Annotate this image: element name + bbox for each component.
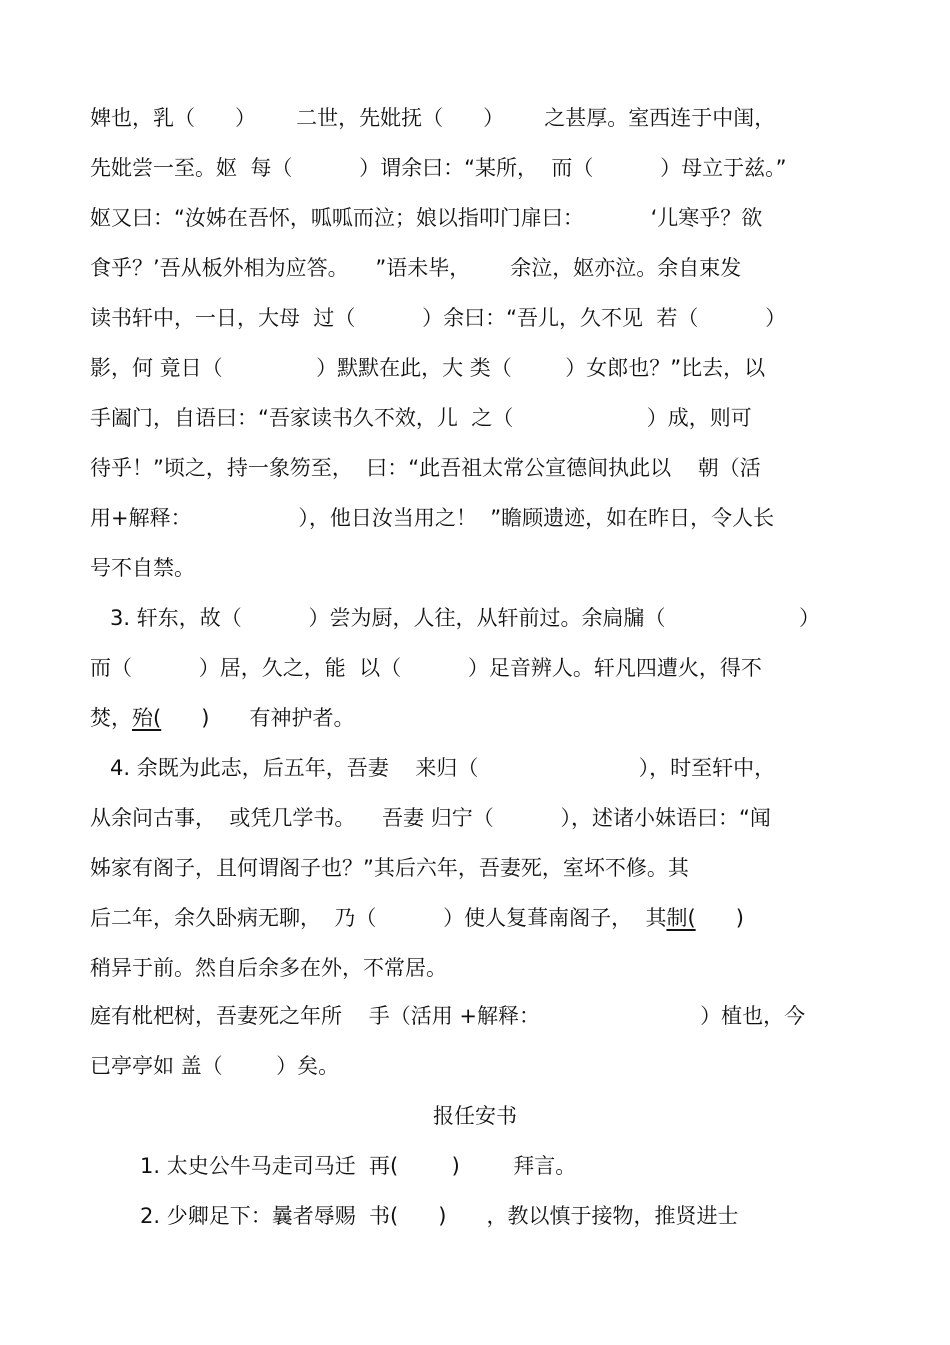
text-line [90, 802, 850, 834]
section-title [0, 1100, 950, 1132]
text-line [90, 202, 850, 234]
line-text: 而（ ）居，久之，能 以（ ）足音辨人。轩凡四遭火，得不 [90, 656, 762, 680]
line-text: 从余问古事， 或凭几学书。 吾妻 归宁（ ），述诸小妹语曰：“闻 [90, 806, 771, 830]
line-text: 先妣尝一至。妪 每（ ）谓余曰：“某所， 而（ ）母立于兹。” [90, 156, 787, 180]
line-text: 婢也，乳（ ） 二世，先妣抚（ ） 之甚厚。室西连于中闺， [90, 106, 776, 130]
line-text: 后二年，余久卧病无聊， 乃（ ）使人复葺南阁子， 其 [90, 906, 667, 930]
text-line [90, 152, 850, 184]
item-text: 1. 太史公牛马走司马迁 再( ) 拜言。 [140, 1154, 577, 1178]
text-line [90, 402, 850, 434]
line-text: 读书轩中，一日，大母 过（ ）余曰：“吾儿，久不见 若（ ） [90, 306, 787, 330]
text-line [90, 452, 850, 484]
text-line [90, 952, 850, 984]
line-text: 待乎！”顷之，持一象笏至， 曰：“此吾祖太常公宣德间执此以 朝（活 [90, 456, 761, 480]
text-line [90, 702, 850, 734]
text-line [90, 652, 850, 684]
line-text: 妪又曰：“汝姊在吾怀，呱呱而泣；娘以指叩门扉曰： ‘儿寒乎？欲 [90, 206, 763, 230]
text-line [90, 902, 850, 934]
line-text: 用+解释： ），他日汝当用之！ ”瞻顾遗迹，如在昨日，令人长 [90, 506, 775, 530]
line-text: 食乎？’吾从板外相为应答。 ”语未毕， 余泣，妪亦泣。余自束发 [90, 256, 742, 280]
line-text: 姊家有阁子，且何谓阁子也？”其后六年，吾妻死，室坏不修。其 [90, 856, 689, 880]
line-text: 手阖门，自语曰：“吾家读书久不效，儿 之（ ）成，则可 [90, 406, 752, 430]
text-line [90, 1000, 850, 1032]
text-line [90, 602, 850, 634]
text-line [90, 1050, 850, 1082]
line-text: 号不自禁。 [90, 556, 195, 580]
line-text: 焚， [90, 706, 132, 730]
line-text: 影，何 竟日（ ）默默在此，大 类（ ）女郎也？”比去，以 [90, 356, 766, 380]
text-line [90, 102, 850, 134]
section-title-text: 报任安书 [433, 1104, 517, 1128]
text-line [90, 302, 850, 334]
line-text: 3. 轩东，故（ ）尝为厨，人往，从轩前过。余扃牖（ ） [90, 606, 820, 630]
line-text: 庭有枇杷树，吾妻死之年所 手（活用 +解释： ）植也，今 [90, 1004, 806, 1028]
text-line [90, 352, 850, 384]
line-text: ) [695, 906, 744, 930]
numbered-item [140, 1200, 840, 1232]
line-text: 4. 余既为此志，后五年，吾妻 来归（ ），时至轩中， [90, 756, 776, 780]
text-line [90, 752, 850, 784]
line-text: ) 有神护者。 [161, 706, 355, 730]
numbered-item [140, 1150, 840, 1182]
line-text: 已亭亭如 盖（ ）矣。 [90, 1054, 340, 1078]
text-line [90, 852, 850, 884]
text-line [90, 502, 850, 534]
underlined-word: 制( [666, 906, 696, 930]
text-line [90, 252, 850, 284]
line-text: 稍异于前。然自后余多在外，不常居。 [90, 956, 447, 980]
item-text: 2. 少卿足下：曩者辱赐 书( ) ，教以慎于接物，推贤进士 [140, 1204, 739, 1228]
text-line [90, 552, 850, 584]
underlined-word: 殆( [132, 706, 162, 730]
